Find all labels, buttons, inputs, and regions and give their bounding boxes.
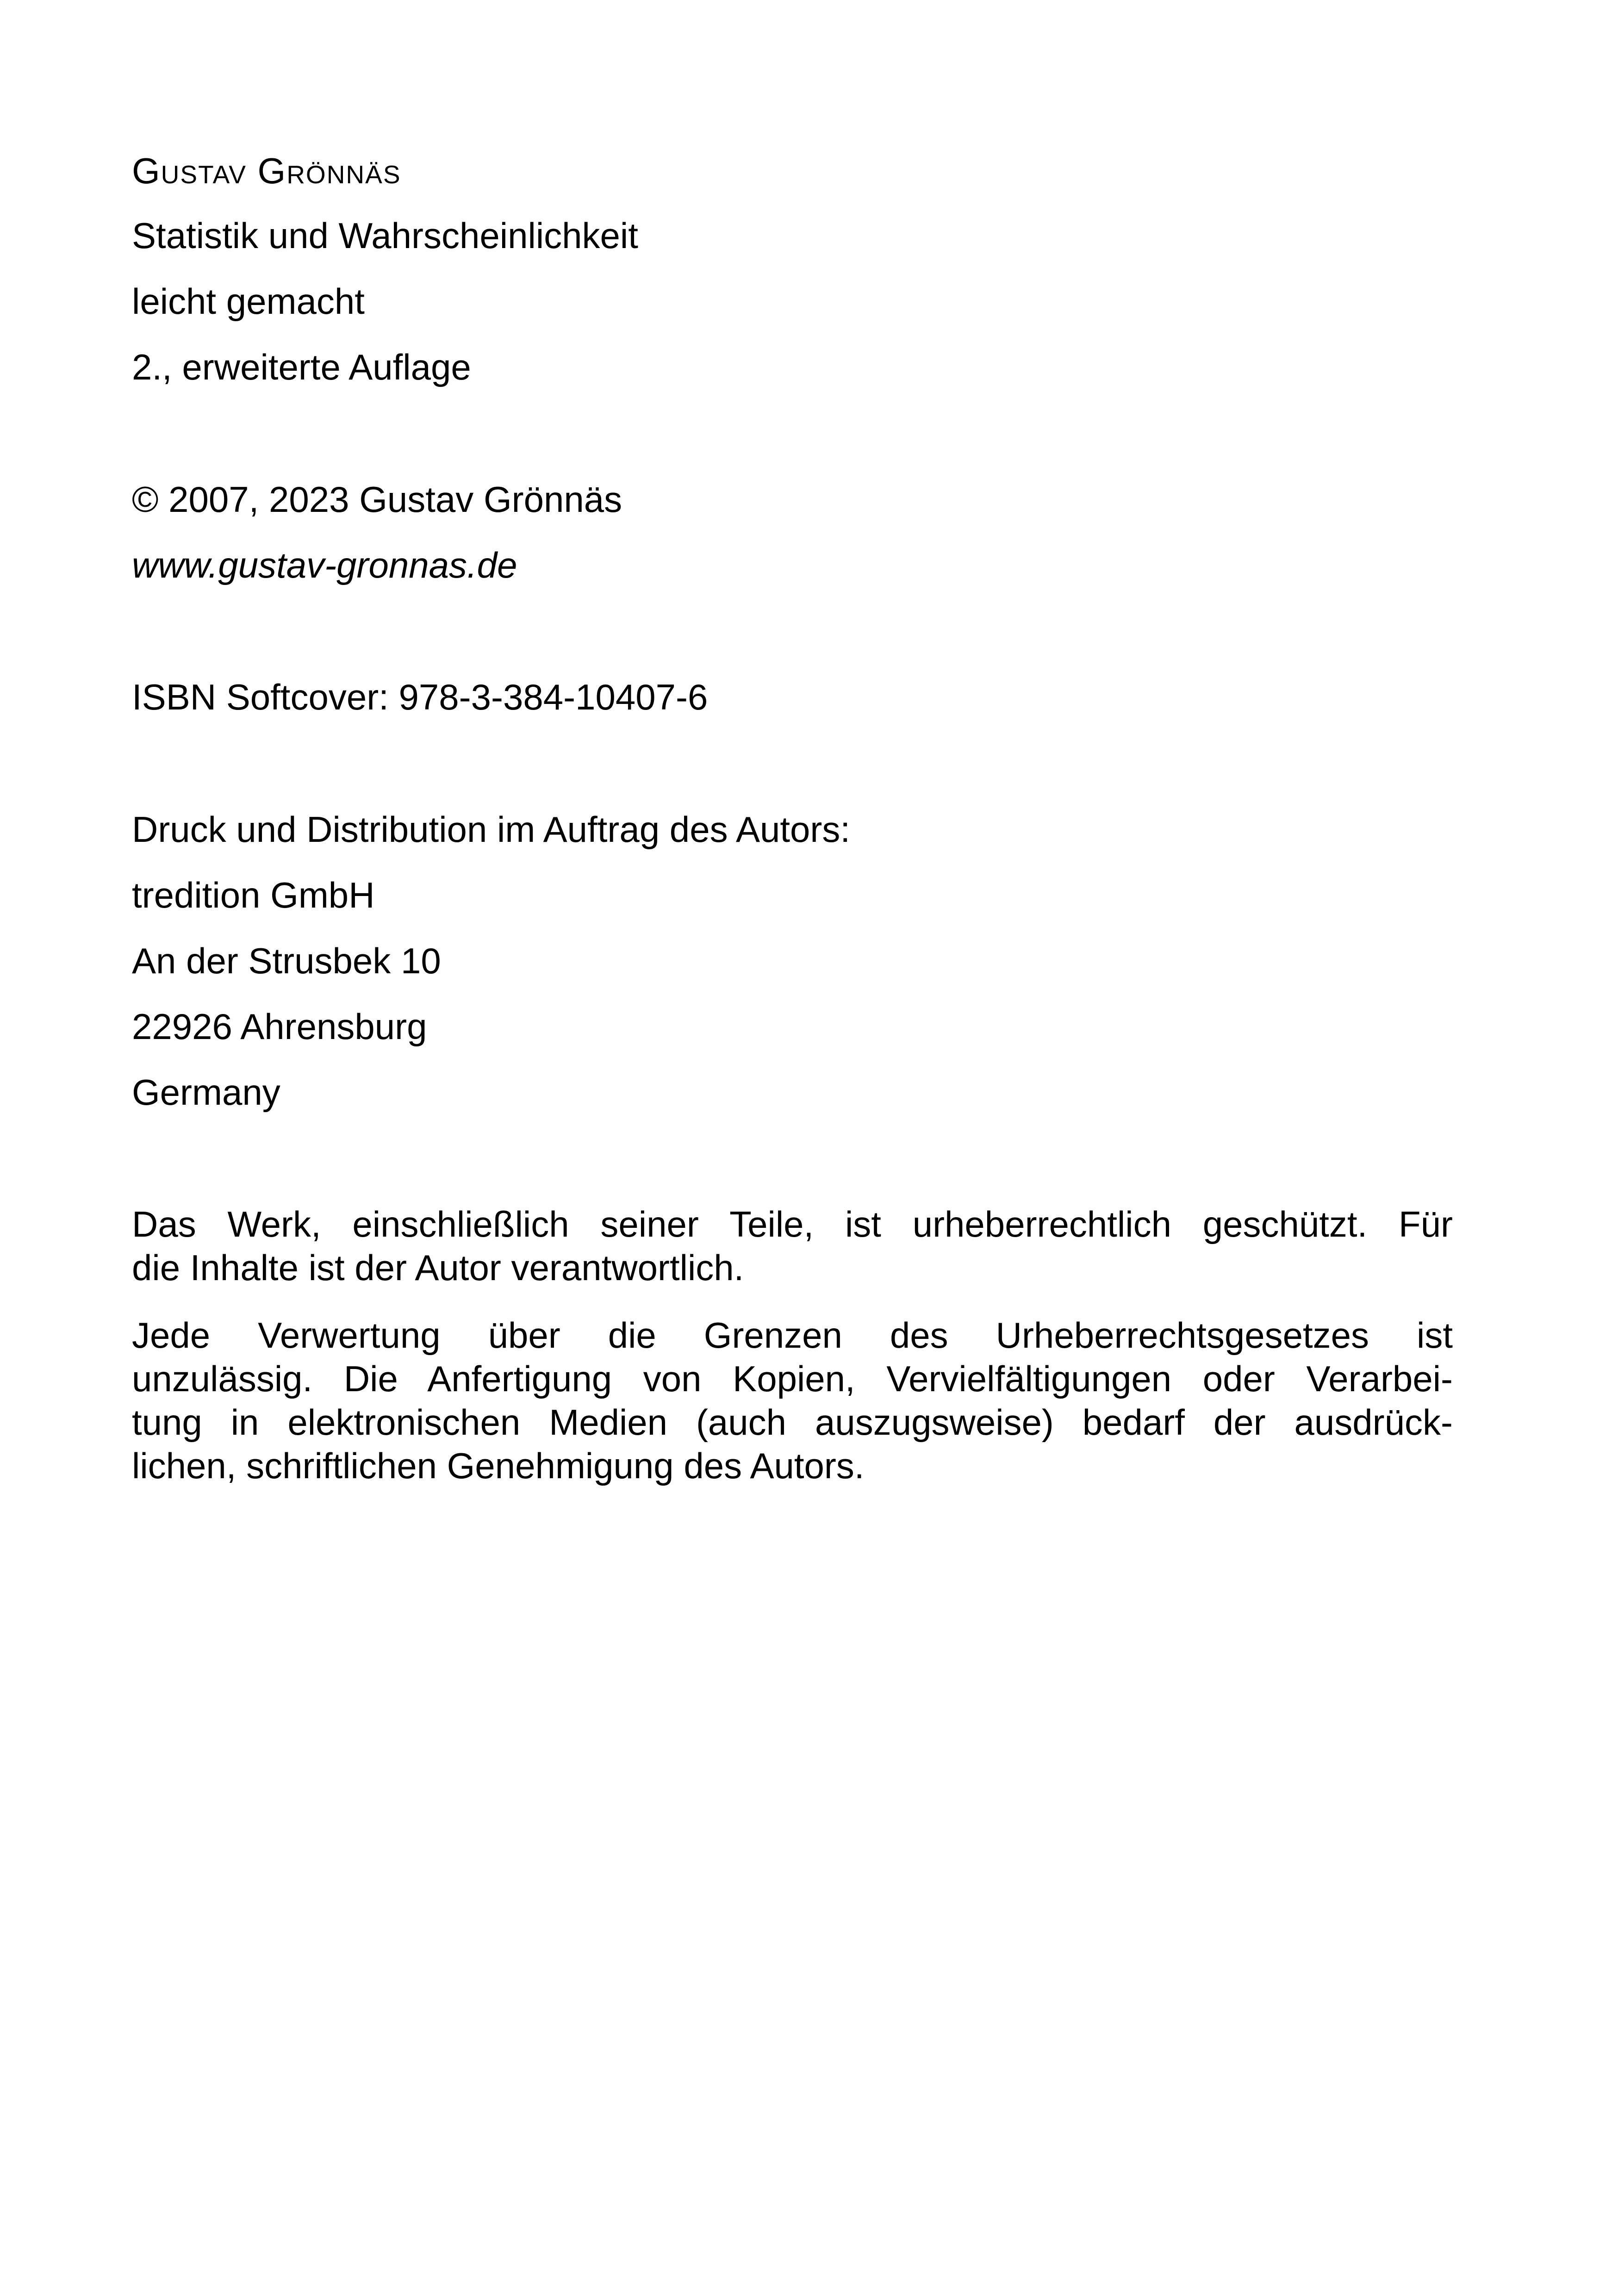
publisher-street: An der Strusbek 10 <box>132 940 441 981</box>
legal-p2-line-3: tung in elektronischen Medien (auch auszugsweise) bedarf der ausdrück- <box>132 1402 1453 1443</box>
legal-p2-line-4: lichen, schriftlichen Genehmigung des Autors. <box>132 1445 865 1486</box>
website-link[interactable]: www.gustav-gronnas.de <box>132 545 517 585</box>
legal-paragraph-1 <box>132 1202 1453 1289</box>
title-line-2: leicht gemacht <box>132 281 365 322</box>
author-name: Gustav Grönnäs <box>132 150 401 191</box>
edition: 2., erweiterte Auflage <box>132 347 471 387</box>
publisher-country: Germany <box>132 1072 280 1113</box>
legal-p2-line-2: unzulässig. Die Anfertigung von Kopien, Vervielfältigungen oder Verarbei- <box>132 1358 1453 1399</box>
publisher-city: 22926 Ahrensburg <box>132 1006 427 1047</box>
legal-p2-line-1: Jede Verwertung über die Grenzen des Urheberrechtsgesetzes ist <box>132 1315 1453 1356</box>
title-line-1: Statistik und Wahrscheinlichkeit <box>132 215 638 256</box>
legal-p1-line-2: die Inhalte ist der Autor verantwortlich. <box>132 1247 744 1288</box>
copyright-notice: © 2007, 2023 Gustav Grönnäs <box>132 479 622 520</box>
publisher-intro: Druck und Distribution im Auftrag des Autors: <box>132 809 851 850</box>
publisher-name: tredition GmbH <box>132 875 375 915</box>
legal-paragraph-2 <box>132 1313 1453 1487</box>
isbn: ISBN Softcover: 978-3-384-10407-6 <box>132 677 708 717</box>
legal-p1-line-1: Das Werk, einschließlich seiner Teile, ist urheberrechtlich geschützt. Für <box>132 1204 1453 1244</box>
